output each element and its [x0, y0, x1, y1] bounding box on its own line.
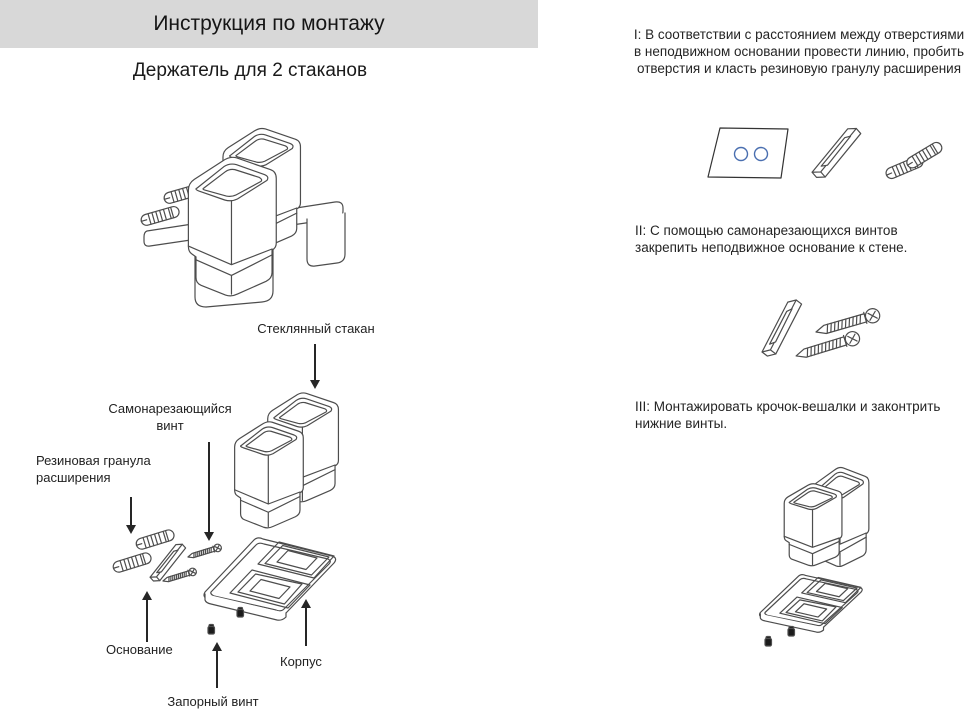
base-bracket-drawing — [754, 297, 809, 360]
label-rubber-granule: Резиновая гранула расширения — [36, 453, 151, 485]
locking-screw-drawing — [765, 637, 772, 647]
step-1-text: I: В соответствии с расстоянием между отверстиями в неподвижном основании провести линию, пробить отверстия и класть резиновую гранулу расширения — [633, 27, 965, 76]
holder-body-drawing — [760, 575, 863, 633]
holder-skirt-back — [307, 213, 345, 266]
arrow-locking-screw — [216, 651, 218, 688]
glass-cup-front — [235, 422, 304, 528]
locking-screw-drawing — [237, 608, 244, 618]
self-tapping-screw-drawing — [187, 543, 222, 560]
step-1-illustration — [685, 112, 965, 212]
wall-anchor-drawing — [112, 552, 153, 574]
step-3-text: III: Монтажировать крочок-вешалки и законтрить нижние винты. — [635, 399, 941, 431]
glass-cup-front — [784, 484, 842, 566]
page-title: Инструкция по монтажу — [153, 12, 385, 35]
arrow-rubber-granule — [130, 497, 132, 525]
glass-cup-front — [188, 157, 276, 296]
step-3-illustration — [740, 448, 965, 663]
wall-anchor-drawing — [135, 529, 176, 551]
title-banner — [0, 0, 538, 48]
step-2-illustration — [745, 282, 960, 392]
step-2-text: II: С помощью самонарезающихся винтов закрепить неподвижное основание к стене. — [635, 223, 908, 255]
label-body: Корпус — [280, 654, 322, 669]
wall-anchor-drawing — [905, 140, 944, 170]
arrow-glass-cup — [314, 344, 316, 380]
wall-anchor-drawing — [140, 205, 181, 226]
label-self-tapping-screw: Самонарезающийся винт — [108, 401, 232, 433]
locking-screw-drawing — [208, 625, 215, 635]
base-bracket-drawing — [806, 124, 867, 181]
label-base: Основание — [106, 642, 173, 657]
label-glass-cup: Стеклянный стакан — [257, 321, 375, 336]
label-locking-screw: Запорный винт — [167, 694, 259, 709]
self-tapping-screw-drawing — [794, 330, 861, 363]
assembled-product-drawing — [95, 105, 395, 315]
arrow-self-tapping-screw — [208, 442, 210, 532]
holder-body-drawing — [204, 538, 336, 620]
arrow-base — [146, 600, 148, 642]
locking-screw-drawing — [788, 627, 795, 637]
arrow-body — [305, 608, 307, 646]
product-subtitle: Держатель для 2 стаканов — [132, 60, 368, 81]
